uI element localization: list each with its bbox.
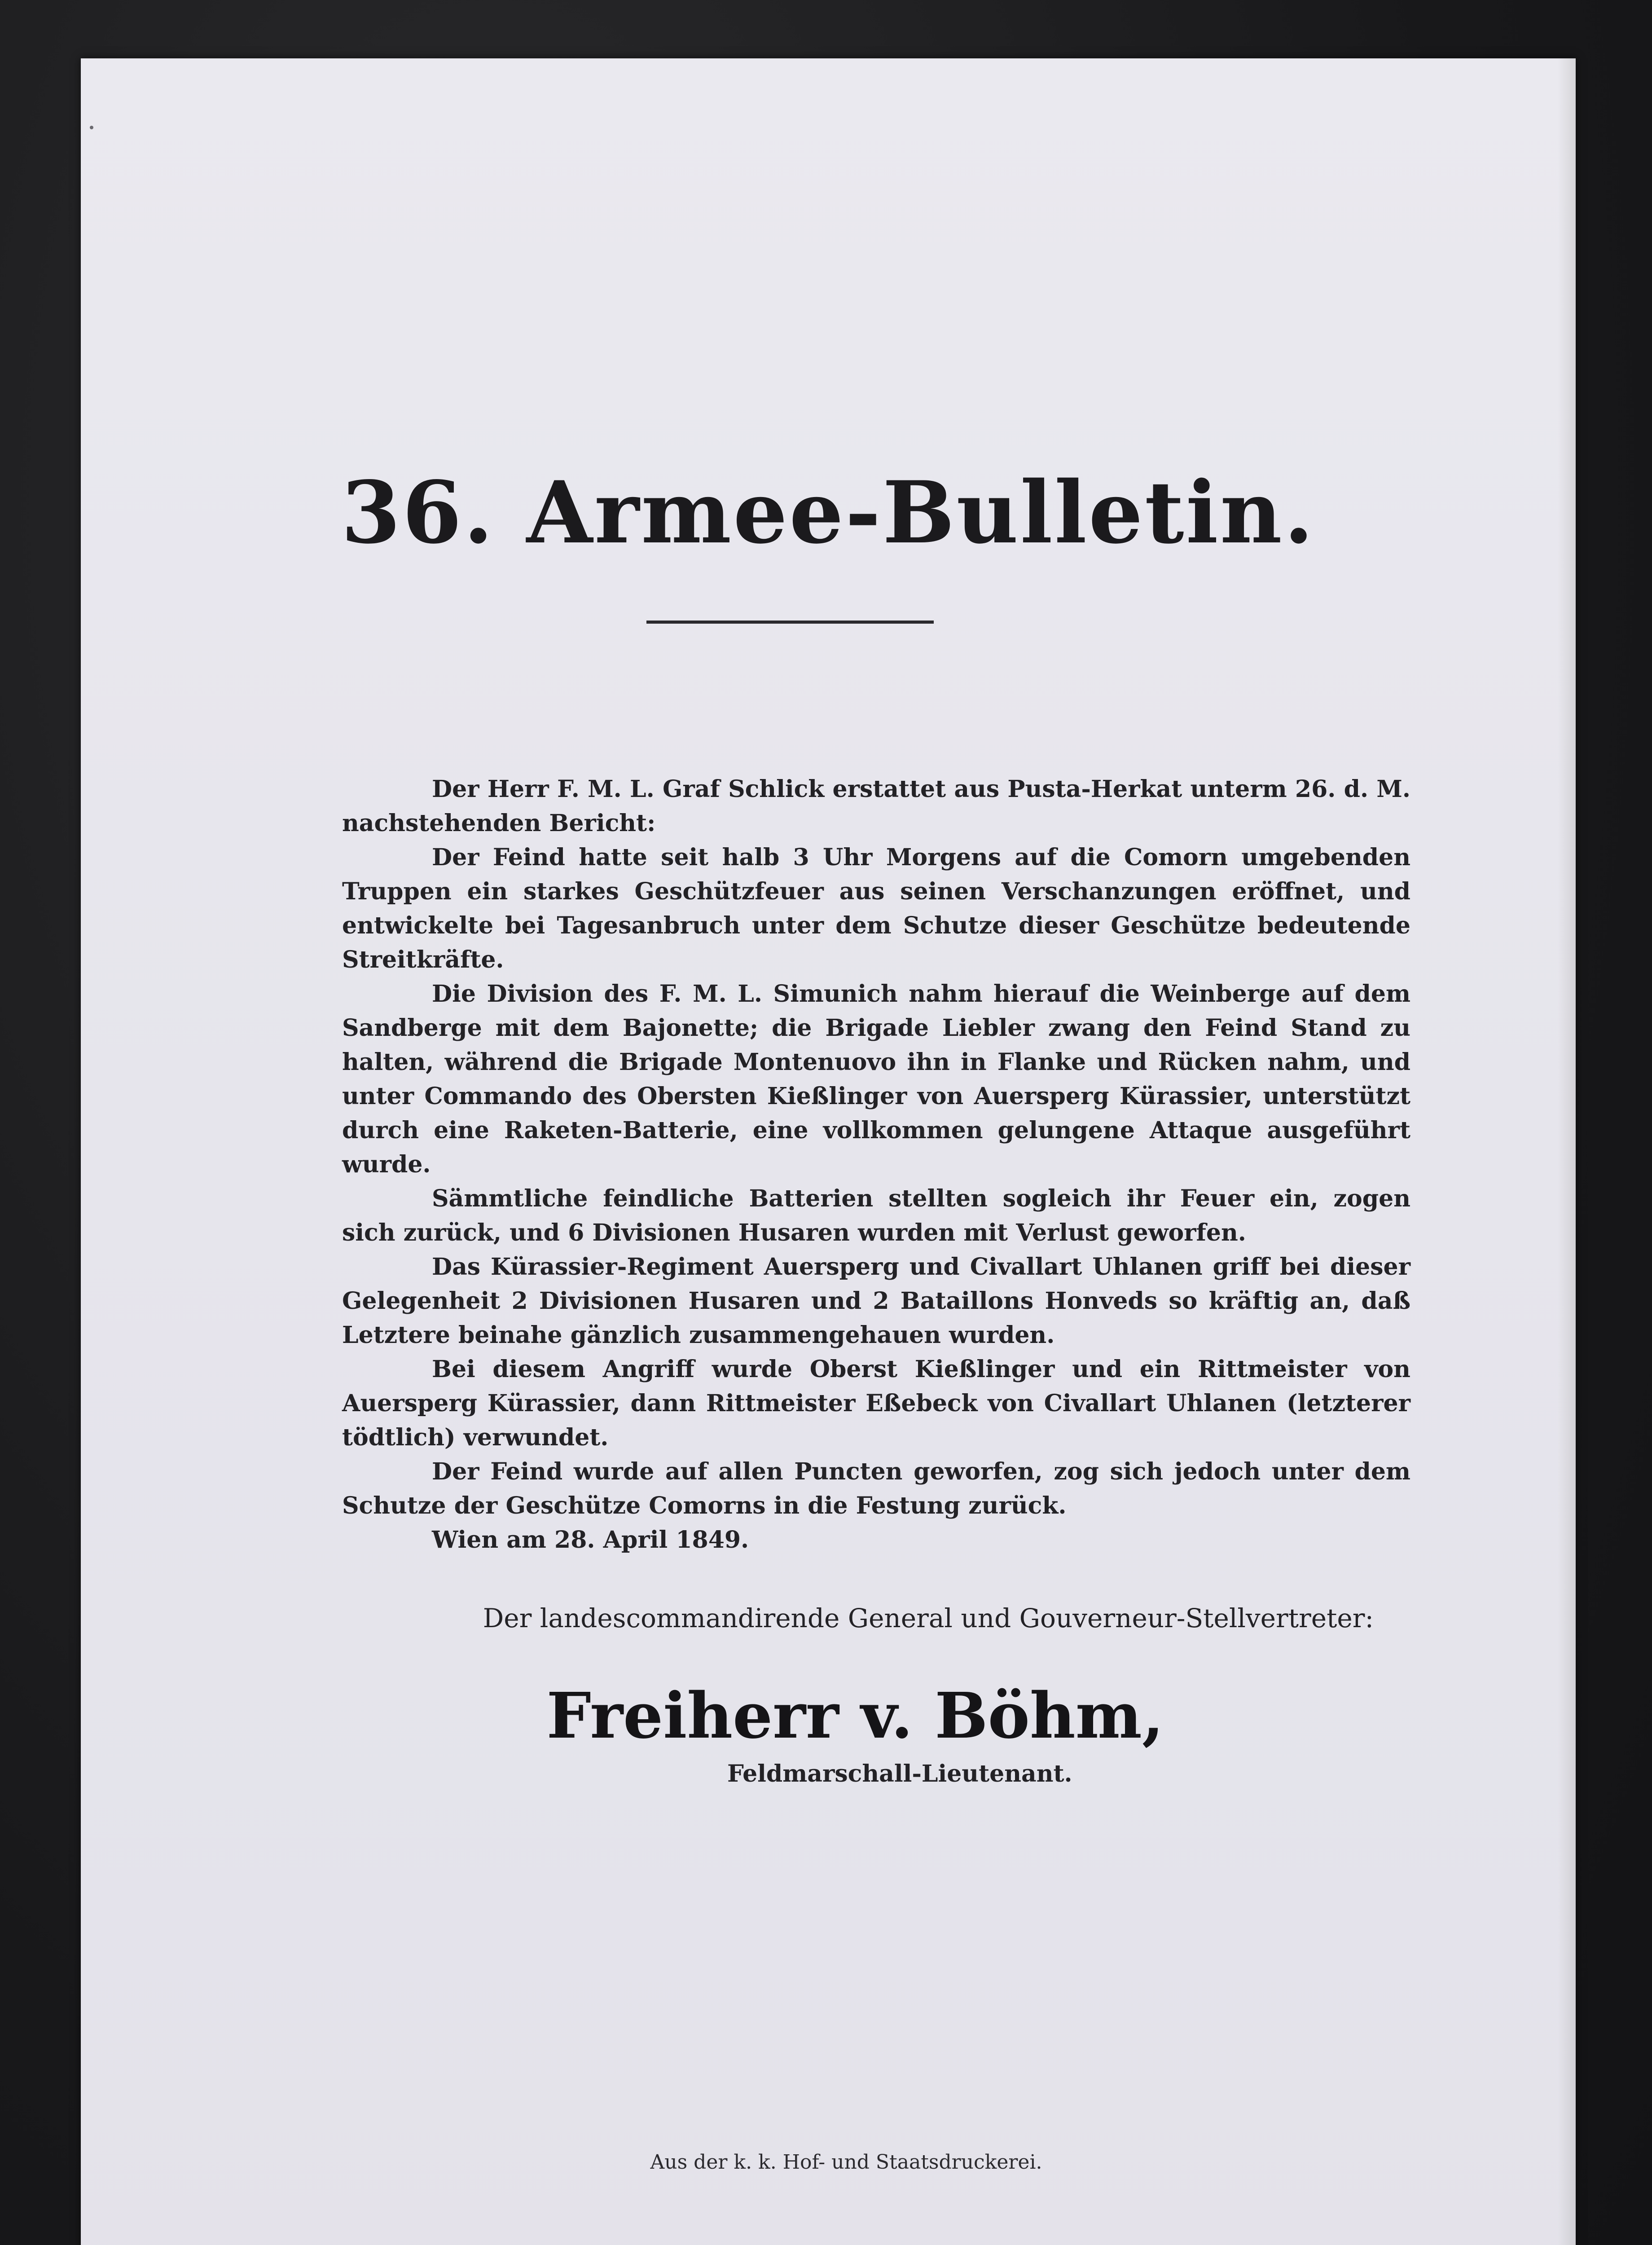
signer-intro: Der landescommandirende General und Gouverneur-Stellvertreter: xyxy=(483,1603,1374,1633)
paragraph: Der Feind wurde auf allen Puncten geworfen, zog sich jedoch unter dem Schutze der Geschütze Comorns in die Festung zurück. xyxy=(342,1458,1410,1519)
paragraph: Das Kürassier-Regiment Auersperg und Civallart Uhlanen griff bei dieser Gelegenheit 2 Divisionen Husaren und 2 Bataillons Honveds so kräftig an, daß Letztere beinahe gänzlich zusammengehauen wurden. xyxy=(342,1253,1410,1349)
paragraph: Sämmtliche feindliche Batterien stellten sogleich ihr Feuer ein, zogen sich zurück, und 6 Divisionen Husaren wurden mit Verlust geworfen. xyxy=(342,1185,1410,1246)
bulletin-body xyxy=(342,772,1410,1557)
signer-rank: Feldmarschall-Lieutenant. xyxy=(727,1760,1072,1787)
printer-imprint: Aus der k. k. Hof- und Staatsdruckerei. xyxy=(650,2151,1042,2174)
document-sheet xyxy=(81,58,1576,2245)
paper-speck xyxy=(90,126,93,129)
date-line: Wien am 28. April 1849. xyxy=(432,1526,749,1554)
paragraph: Bei diesem Angriff wurde Oberst Kießlinger und ein Rittmeister von Auersperg Kürassier, dann Rittmeister Eßebeck von Civallart Uhlanen (letzterer tödtlich) verwundet. xyxy=(342,1356,1410,1451)
document-title: 36. Armee-Bulletin. xyxy=(341,462,1316,563)
signer-name: Freiherr v. Böhm, xyxy=(546,1679,1164,1753)
paragraph: Die Division des F. M. L. Simunich nahm hierauf die Weinberge auf dem Sandberge mit dem Bajonette; die Brigade Liebler zwang den Feind Stand zu halten, während die Brigade Montenuovo ihn in Flanke und Rücken nahm, und unter Commando des Obersten Kießlinger von Auersperg Kürassier, unterstützt durch eine Raketen-Batterie, eine vollkommen gelungene Attaque ausgeführt wurde. xyxy=(342,980,1410,1178)
paragraph: Der Herr F. M. L. Graf Schlick erstattet aus Pusta-Herkat unterm 26. d. M. nachstehenden Bericht: xyxy=(342,775,1410,837)
paragraph: Der Feind hatte seit halb 3 Uhr Morgens auf die Comorn umgebenden Truppen ein starkes Geschützfeuer aus seinen Verschanzungen eröffnet, und entwickelte bei Tagesanbruch unter dem Schutze dieser Geschütze bedeutende Streitkräfte. xyxy=(342,844,1410,973)
title-rule xyxy=(646,621,934,624)
